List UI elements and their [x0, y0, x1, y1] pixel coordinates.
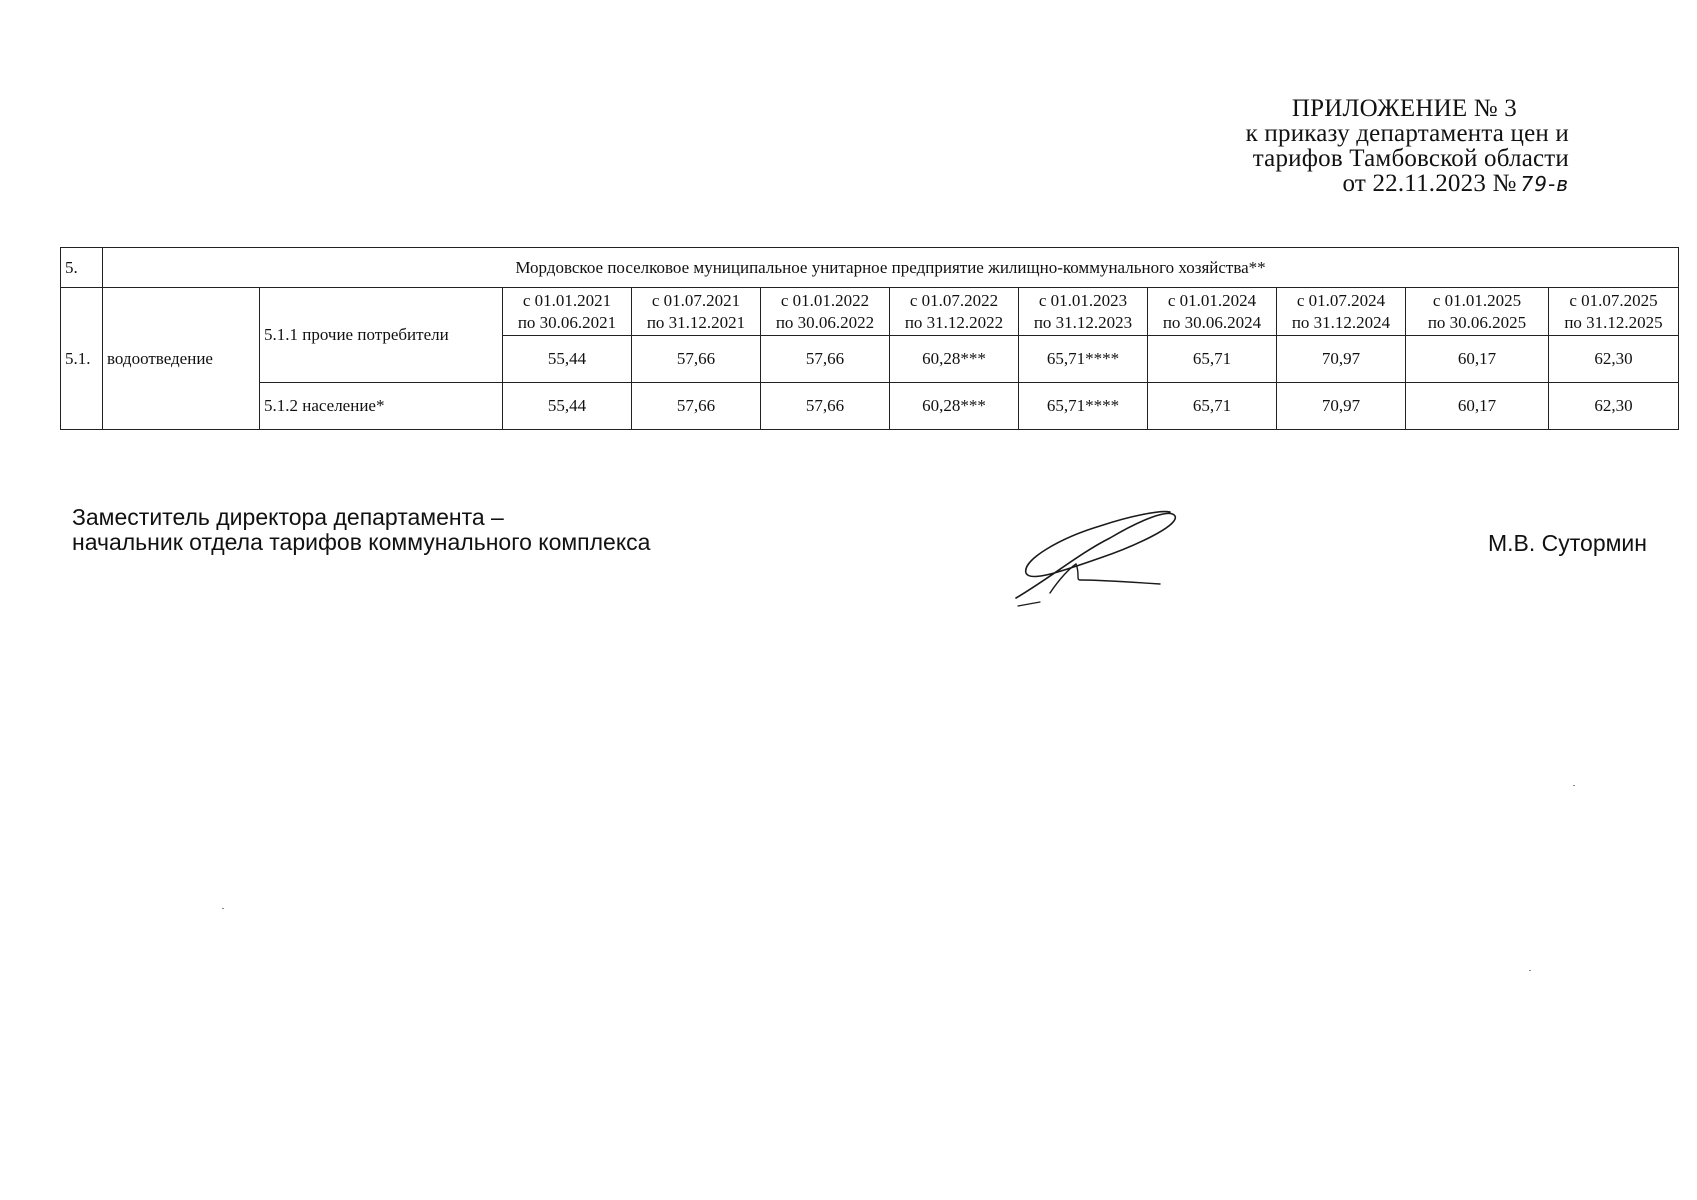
period-cell: с 01.01.2021 по 30.06.2021 [503, 288, 632, 336]
tariff-table [60, 247, 1679, 430]
period-cell: с 01.01.2024 по 30.06.2024 [1148, 288, 1277, 336]
service-name: водоотведение [103, 288, 260, 430]
section-number: 5. [61, 248, 103, 288]
tariff-value: 60,17 [1406, 383, 1549, 430]
signer-position-line-2: начальник отдела тарифов коммунального комплекса [72, 529, 651, 555]
table-row-population [61, 383, 1679, 430]
tariff-value: 65,71 [1148, 383, 1277, 430]
tariff-value: 60,17 [1406, 336, 1549, 383]
tariff-value: 57,66 [632, 383, 761, 430]
table-row-periods [61, 288, 1679, 336]
consumer-label-population: 5.1.2 население* [260, 383, 503, 430]
organization-name: Мордовское поселковое муниципальное унитарное предприятие жилищно-коммунального хозяйства** [103, 248, 1679, 288]
row-number: 5.1. [61, 288, 103, 430]
order-date-text: от 22.11.2023 № [1342, 170, 1517, 197]
period-cell: с 01.07.2022 по 31.12.2022 [890, 288, 1019, 336]
tariff-value: 57,66 [761, 336, 890, 383]
handwritten-signature [1010, 498, 1180, 608]
tariff-value: 65,71**** [1019, 336, 1148, 383]
signer-position-line-1: Заместитель директора департамента – [72, 504, 504, 530]
tariff-value: 57,66 [761, 383, 890, 430]
period-cell: с 01.01.2023 по 31.12.2023 [1019, 288, 1148, 336]
tariff-value: 60,28*** [890, 336, 1019, 383]
consumer-label-other: 5.1.1 прочие потребители [260, 288, 503, 383]
annex-title: ПРИЛОЖЕНИЕ № 3 [1291, 95, 1517, 122]
scan-speck [1529, 970, 1531, 971]
signer-name: М.В. Сутормин [1487, 530, 1647, 556]
scan-speck [222, 908, 224, 909]
tariff-value: 70,97 [1277, 336, 1406, 383]
period-cell: с 01.07.2021 по 31.12.2021 [632, 288, 761, 336]
annex-line-3 [1246, 171, 1569, 197]
scan-speck [1573, 785, 1575, 786]
tariff-value: 65,71 [1148, 336, 1277, 383]
tariff-value: 62,30 [1549, 336, 1679, 383]
tariff-value: 60,28*** [890, 383, 1019, 430]
table-row-section [61, 248, 1679, 288]
signer-position [72, 505, 650, 555]
period-cell: с 01.01.2022 по 30.06.2022 [761, 288, 890, 336]
tariff-value: 70,97 [1277, 383, 1406, 430]
period-cell: с 01.07.2025 по 31.12.2025 [1549, 288, 1679, 336]
annex-header [1246, 96, 1569, 197]
tariff-value: 55,44 [503, 336, 632, 383]
period-cell: с 01.01.2025 по 30.06.2025 [1406, 288, 1549, 336]
tariff-value: 57,66 [632, 336, 761, 383]
annex-line-2: тарифов Тамбовской области [1252, 145, 1569, 172]
tariff-value: 62,30 [1549, 383, 1679, 430]
period-cell: с 01.07.2024 по 31.12.2024 [1277, 288, 1406, 336]
tariff-value: 55,44 [503, 383, 632, 430]
tariff-value: 65,71**** [1019, 383, 1148, 430]
annex-line-1: к приказу департамента цен и [1245, 120, 1569, 147]
order-number: 79-в [1520, 172, 1569, 196]
